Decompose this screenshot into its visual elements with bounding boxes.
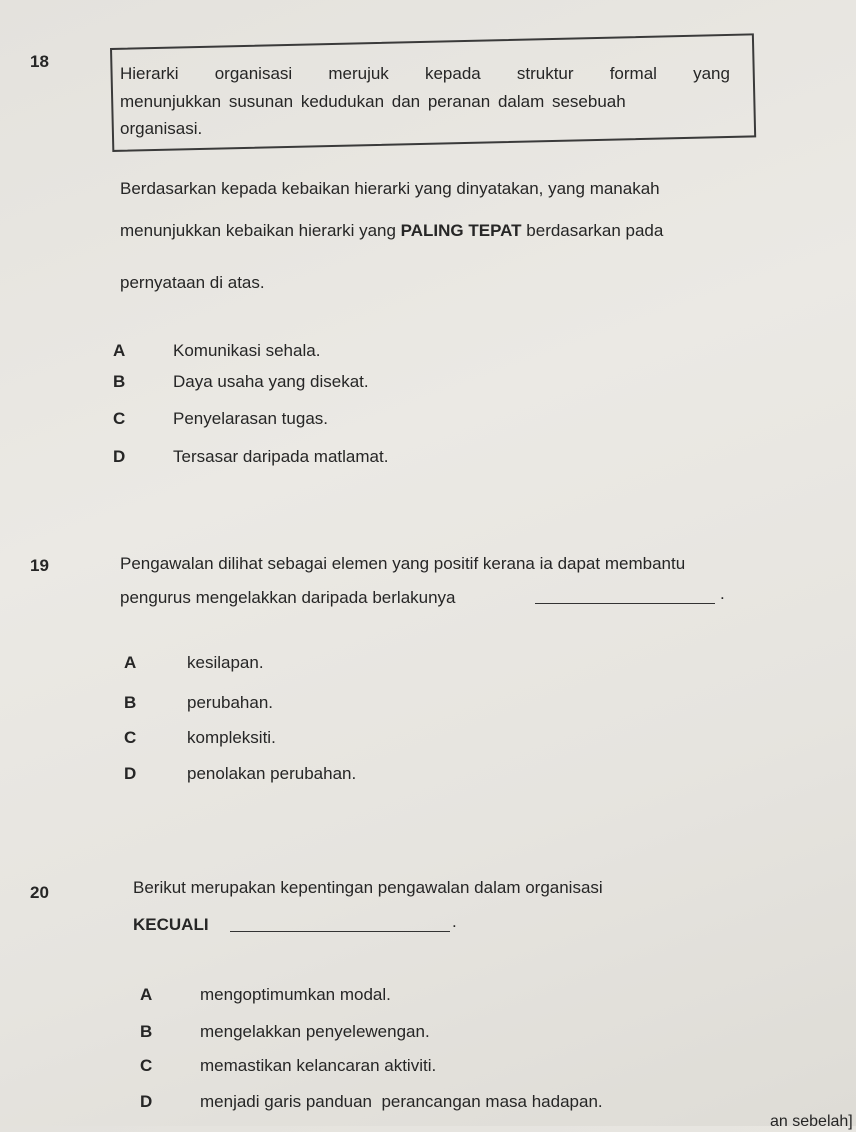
period: . bbox=[720, 584, 725, 603]
option-text: mengelakkan penyelewengan. bbox=[200, 1022, 430, 1041]
text: menunjukkan kebaikan hierarki yang bbox=[120, 221, 401, 240]
question-number-19: 19 bbox=[30, 556, 49, 575]
question-number-20: 20 bbox=[30, 883, 49, 902]
text: berdasarkan pada bbox=[521, 221, 664, 240]
stem-line-1: Pengawalan dilihat sebagai elemen yang positif kerana ia dapat membantu bbox=[120, 554, 686, 573]
stem-line-1: Berdasarkan kepada kebaikan hierarki yang dinyatakan, yang manakah bbox=[120, 179, 660, 198]
stem-line-2: pengurus mengelakkan daripada berlakunya bbox=[120, 588, 456, 607]
option-letter: C bbox=[124, 728, 137, 747]
box-line-1 bbox=[120, 64, 730, 84]
option-letter: D bbox=[140, 1092, 153, 1111]
option-text: mengoptimumkan modal. bbox=[200, 985, 391, 1004]
option-letter: A bbox=[113, 341, 126, 360]
option-letter: B bbox=[113, 372, 126, 391]
word: Hierarki bbox=[120, 64, 179, 83]
page-footer: an sebelah] bbox=[770, 1113, 853, 1130]
period: . bbox=[452, 912, 457, 931]
word: formal bbox=[609, 64, 657, 83]
option-letter: A bbox=[124, 653, 137, 672]
stem-line-3: pernyataan di atas. bbox=[120, 273, 265, 292]
word: kepada bbox=[424, 64, 481, 83]
option-text: Tersasar daripada matlamat. bbox=[173, 447, 389, 466]
question-number-18: 18 bbox=[30, 52, 49, 71]
answer-blank bbox=[230, 931, 450, 932]
box-line-3: organisasi. bbox=[120, 119, 203, 138]
stem-line-1: Berikut merupakan kepentingan pengawalan dalam organisasi bbox=[133, 878, 603, 897]
option-letter: C bbox=[140, 1056, 153, 1075]
stem-line-2: KECUALI bbox=[133, 915, 209, 934]
option-letter: B bbox=[140, 1022, 153, 1041]
answer-blank bbox=[535, 603, 715, 604]
word: struktur bbox=[516, 64, 574, 83]
option-letter: B bbox=[124, 693, 137, 712]
option-text: memastikan kelancaran aktiviti. bbox=[200, 1056, 437, 1075]
word: yang bbox=[693, 64, 730, 83]
emphasis: PALING TEPAT bbox=[400, 221, 522, 240]
option-letter: C bbox=[113, 409, 126, 428]
option-text: penolakan perubahan. bbox=[187, 764, 357, 783]
word: organisasi bbox=[214, 64, 293, 83]
option-text: kompleksiti. bbox=[187, 728, 276, 747]
option-text: Daya usaha yang disekat. bbox=[173, 372, 369, 391]
option-text: menjadi garis panduan perancangan masa hadapan. bbox=[200, 1092, 603, 1111]
option-letter: A bbox=[140, 985, 153, 1004]
option-text: Komunikasi sehala. bbox=[173, 341, 321, 360]
stem-line-2 bbox=[120, 221, 663, 241]
box-line-2: menunjukkan susunan kedudukan dan peranan dalam sesebuah bbox=[120, 92, 626, 111]
word: merujuk bbox=[328, 64, 389, 83]
option-text: kesilapan. bbox=[187, 653, 264, 672]
option-text: perubahan. bbox=[187, 693, 274, 712]
option-letter: D bbox=[124, 764, 137, 783]
option-letter: D bbox=[113, 447, 126, 466]
option-text: Penyelarasan tugas. bbox=[173, 409, 328, 428]
